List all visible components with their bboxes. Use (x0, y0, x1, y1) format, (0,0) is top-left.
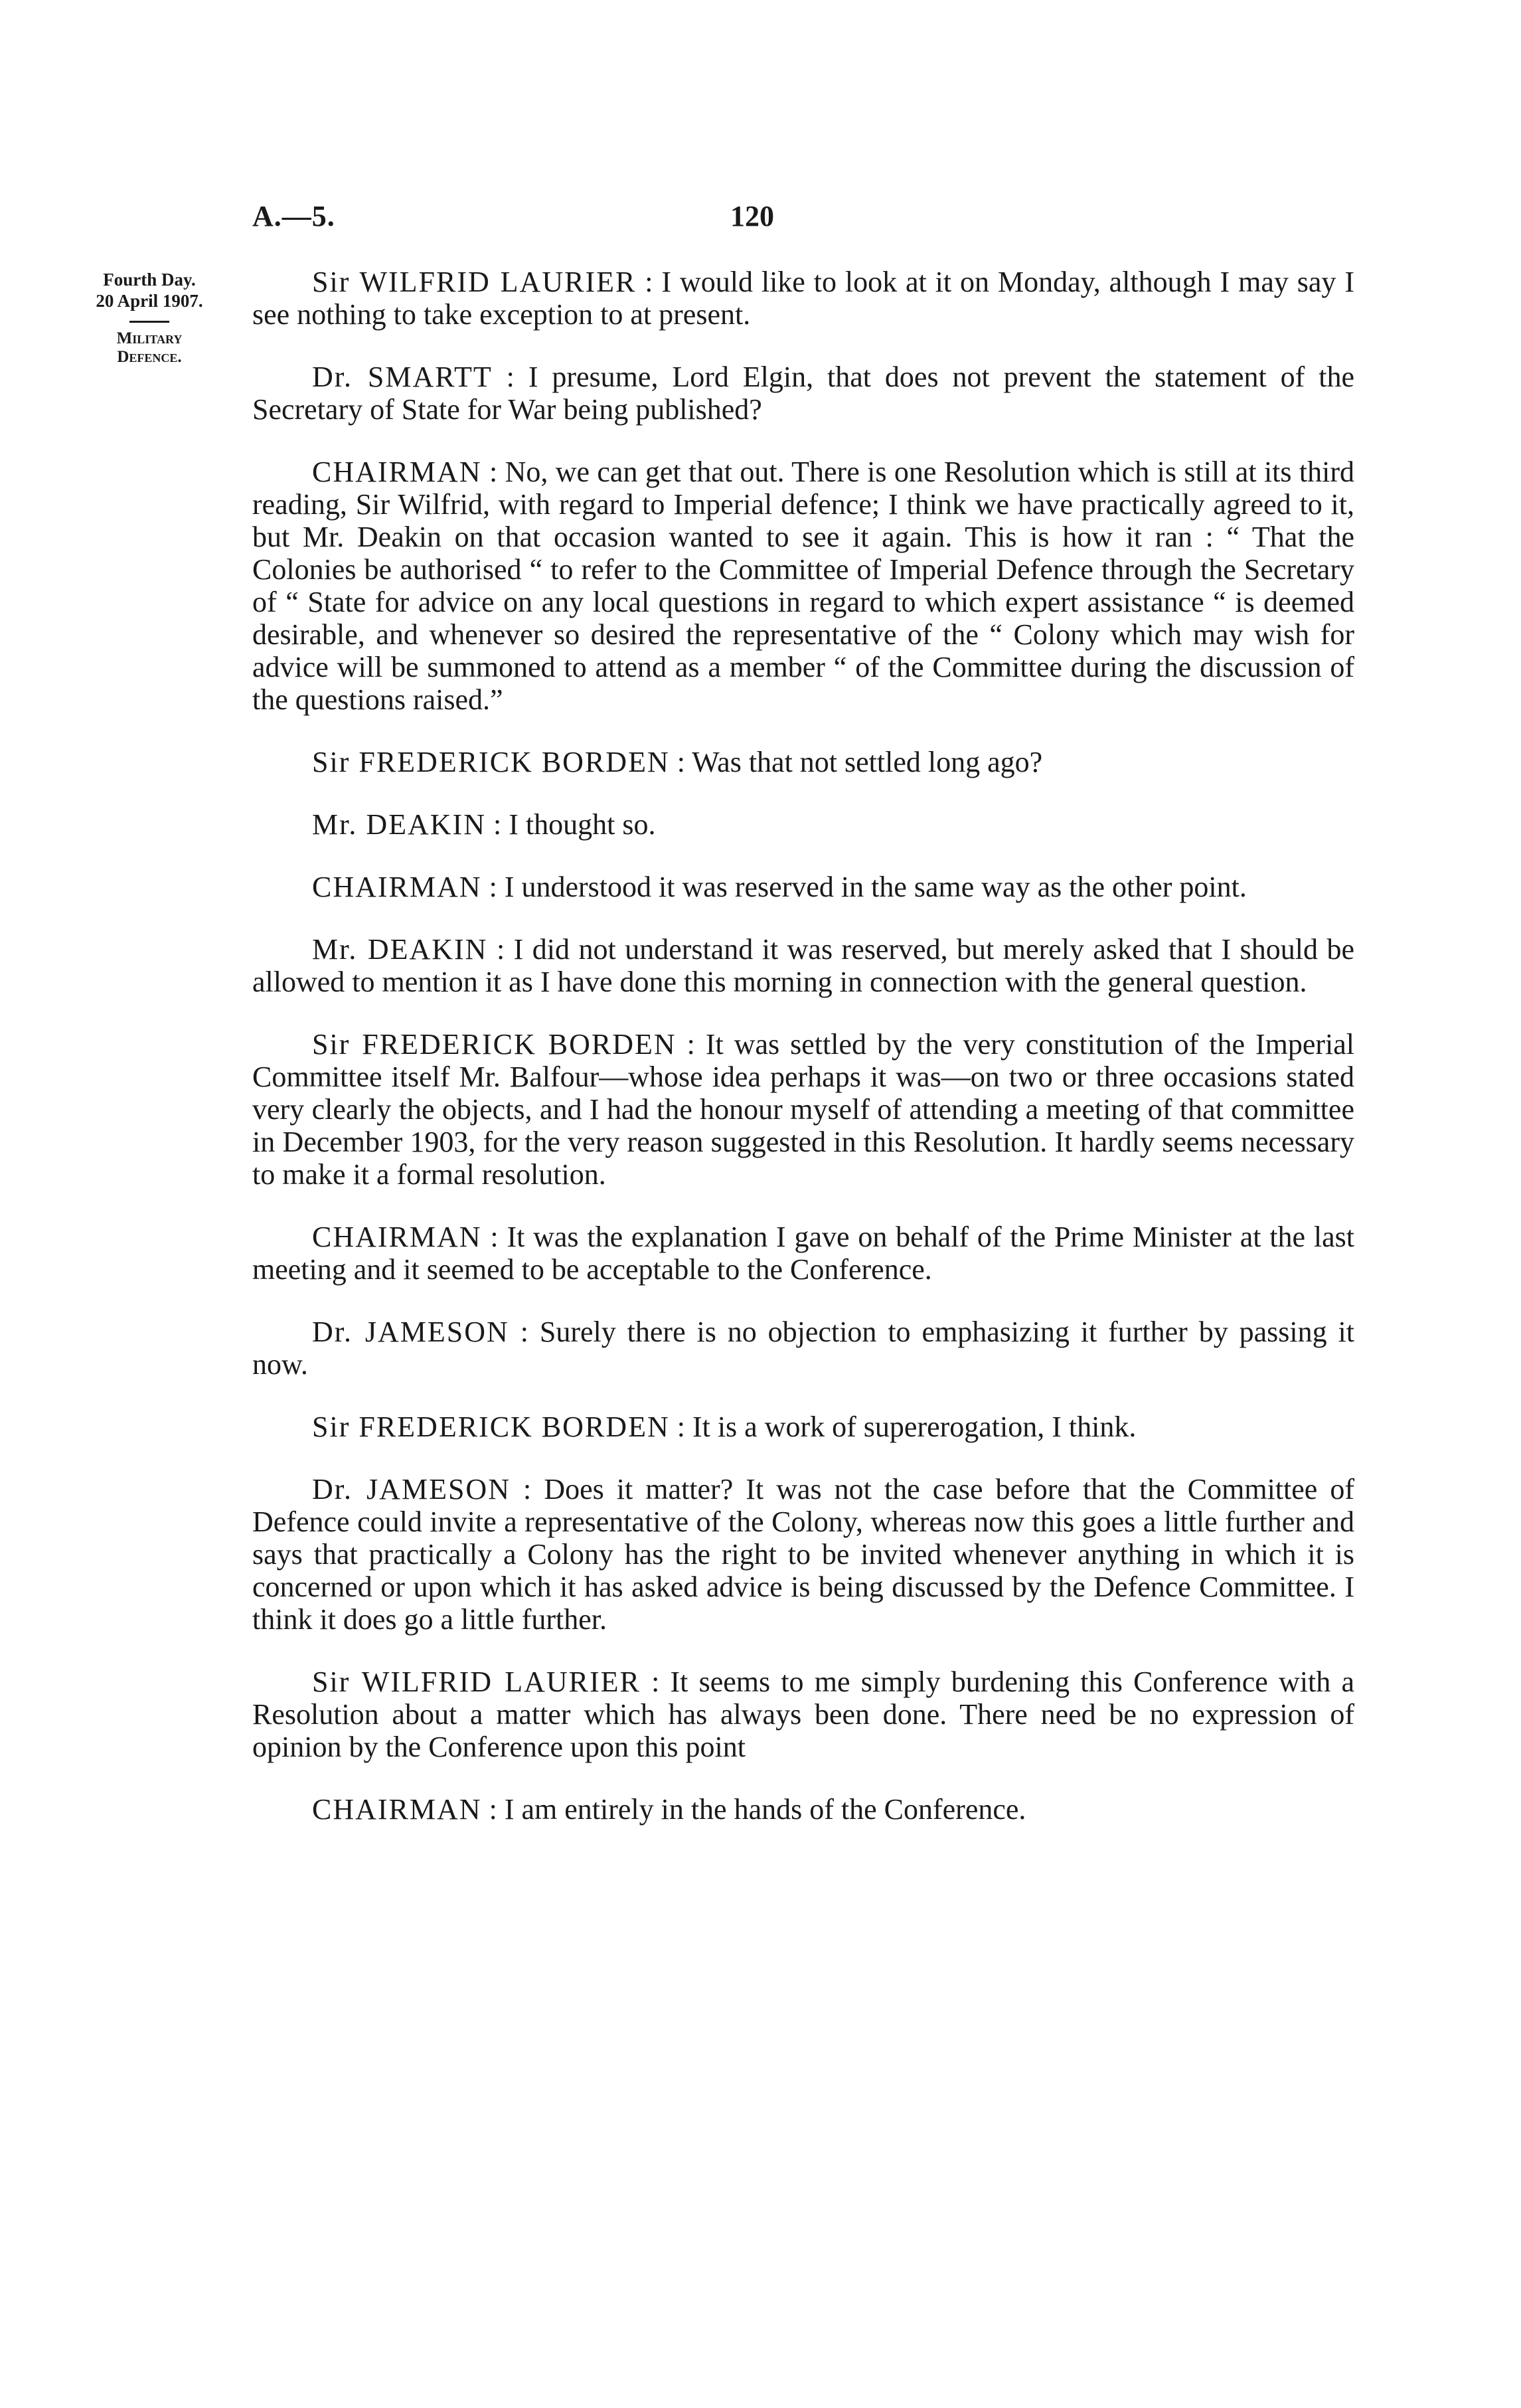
speaker-name: Sir FREDERICK BORDEN (312, 1411, 670, 1443)
speaker-name: Dr. JAMESON (312, 1473, 511, 1505)
speaker-name: CHAIRMAN (312, 871, 482, 903)
page-number: 120 (730, 200, 774, 232)
paragraph: Sir FREDERICK BORDEN : It is a work of supererogation, I think. (312, 1411, 1137, 1443)
paragraph: Dr. SMARTT : I presume, Lord Elgin, that does not prevent the statement of the Secretary of State for War being published? (252, 361, 1354, 426)
paragraph: Dr. JAMESON : Does it matter? It was not the case before that the Committee of Defence could invite a representative of the Colony, whereas now this goes a little further and says that practically a Colony has the right to be invited whenever anything in which it is concerned or upon which it has asked advice is being discussed by the Defence Committee. I think it does go a little further. (252, 1473, 1355, 1636)
speaker-name: CHAIRMAN (312, 456, 482, 488)
speech-text: I am entirely in the hands of the Conference. (504, 1793, 1026, 1826)
speech-text: It was settled by the very constitution of the Imperial Committee itself Mr. Balfour—whose idea perhaps it was—on two or three occasions stated very clearly the objects, and I had the honour myself of attending a meeting of that committee in December 1903, for the very reason suggested in this Resolution. It hardly seems necessary to make it a formal resolution. (252, 1028, 1354, 1191)
paragraph: Sir WILFRID LAURIER : It seems to me simply burdening this Conference with a Resolution about a matter which has always been done. There need be no expression of opinion by the Conference upon this point (252, 1666, 1354, 1763)
speaker-name: Dr. JAMESON (312, 1316, 509, 1348)
margin-topic-line1: Military (116, 329, 183, 347)
speech-text: Surely there is no objection to emphasizing it further by passing it now. (252, 1316, 1354, 1381)
speaker-name: Sir FREDERICK BORDEN (312, 1028, 677, 1061)
speech-text: I thought so. (509, 808, 656, 841)
margin-date: 20 April 1907. (96, 291, 203, 311)
speaker-name: Sir FREDERICK BORDEN (312, 746, 670, 778)
paragraph: CHAIRMAN : I am entirely in the hands of the Conference. (312, 1793, 1026, 1826)
speech-text: I would like to look at it on Monday, although I may say I see nothing to take exception to at present. (252, 266, 1354, 331)
margin-topic-line2: Defence. (117, 348, 182, 366)
speech-text: No, we can get that out. There is one Resolution which is still at its third reading, Sir Wilfrid, with regard to Imperial defence; I think we have practically agreed to it, but Mr. Deakin on that occasion wanted to see it again. This is how it ran : “ That the Colonies be authorised “ to refer to the Committee of Imperial Defence through the Secretary of “ State for advice on any local questions in regard to which expert assistance “ is deemed desirable, and whenever so desired the representative of the “ Colony which may wish for advice will be summoned to attend as a member “ of the Committee during the discussion of the questions raised.” (252, 456, 1354, 716)
speech-text: Was that not settled long ago? (692, 746, 1043, 778)
paragraph: Dr. JAMESON : Surely there is no objection to emphasizing it further by passing it now. (252, 1316, 1354, 1381)
speech-text: It is a work of supererogation, I think. (692, 1411, 1137, 1443)
speaker-name: Sir WILFRID LAURIER (312, 1666, 641, 1698)
speaker-name: Mr. DEAKIN (312, 808, 486, 841)
paragraph: Sir FREDERICK BORDEN : It was settled by the very constitution of the Imperial Committee itself Mr. Balfour—whose idea perhaps it was—on two or three occasions stated very clearly the objects, and I had the honour myself of attending a meeting of that committee in December 1903, for the very reason suggested in this Resolution. It hardly seems necessary to make it a formal resolution. (252, 1028, 1354, 1191)
speech-text: I understood it was reserved in the same way as the other point. (504, 871, 1247, 903)
speech-text: It was the explanation I gave on behalf of the Prime Minister at the last meeting and it seemed to be acceptable to the Conference. (252, 1221, 1354, 1286)
speech-text: Does it matter? It was not the case before that the Committee of Defence could invite a representative of the Colony, whereas now this goes a little further and says that practically a Colony has the right to be invited whenever anything in which it is concerned or upon which it has asked advice is being discussed by the Defence Committee. I think it does go a little further. (252, 1473, 1355, 1636)
speaker-name: Mr. DEAKIN (312, 933, 488, 966)
paragraph: Mr. DEAKIN : I thought so. (312, 808, 656, 841)
speaker-name: CHAIRMAN (312, 1793, 482, 1826)
paragraph: CHAIRMAN : I understood it was reserved in the same way as the other point. (312, 871, 1247, 903)
paragraph: CHAIRMAN : It was the explanation I gave on behalf of the Prime Minister at the last meeting and it seemed to be acceptable to the Conference. (252, 1221, 1354, 1286)
speech-text: I did not understand it was reserved, but merely asked that I should be allowed to mention it as I have done this morning in connection with the general question. (252, 933, 1354, 998)
speech-text: I presume, Lord Elgin, that does not prevent the statement of the Secretary of State for War being published? (252, 361, 1354, 426)
margin-day: Fourth Day. (103, 270, 196, 290)
speech-text: It seems to me simply burdening this Conference with a Resolution about a matter which has always been done. There need be no expression of opinion by the Conference upon this point (252, 1666, 1354, 1763)
paragraph: Sir FREDERICK BORDEN : Was that not settled long ago? (312, 746, 1043, 778)
document-reference: A.—5. (252, 200, 335, 232)
paragraph: Mr. DEAKIN : I did not understand it was reserved, but merely asked that I should be allowed to mention it as I have done this morning in connection with the general question. (252, 933, 1354, 998)
paragraph: CHAIRMAN : No, we can get that out. There is one Resolution which is still at its third reading, Sir Wilfrid, with regard to Imperial defence; I think we have practically agreed to it, but Mr. Deakin on that occasion wanted to see it again. This is how it ran : “ That the Colonies be authorised “ to refer to the Committee of Imperial Defence through the Secretary of “ State for advice on any local questions in regard to which expert assistance “ is deemed desirable, and whenever so desired the representative of the “ Colony which may wish for advice will be summoned to attend as a member “ of the Committee during the discussion of the questions raised.” (252, 456, 1354, 716)
speaker-name: Sir WILFRID LAURIER (312, 266, 637, 298)
margin-note (66, 269, 232, 367)
margin-rule (129, 321, 169, 323)
speaker-name: CHAIRMAN (312, 1221, 482, 1253)
transcript-body (252, 266, 1354, 1855)
speaker-name: Dr. SMARTT (312, 361, 493, 393)
paragraph: Sir WILFRID LAURIER : I would like to look at it on Monday, although I may say I see nothing to take exception to at present. (252, 266, 1354, 331)
